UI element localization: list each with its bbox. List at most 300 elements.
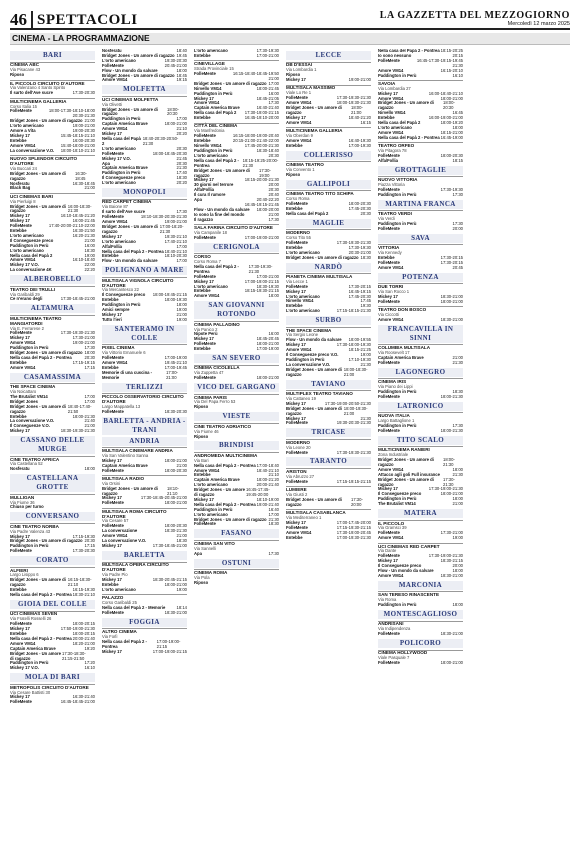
film-showtimes: 16:00-21:45 xyxy=(72,218,95,224)
film-title: Captain America Brave xyxy=(10,645,56,651)
film-title: Bridget Jones - Un amore di ragazzo xyxy=(10,203,66,214)
film-title: FolleMente xyxy=(286,239,308,245)
film-showtimes: 19:30 xyxy=(360,303,371,309)
cinema-address: Strada Provinciale 15 xyxy=(194,66,234,72)
film-title: FolleMente xyxy=(286,200,308,206)
cinema-name: MULTISALA MASSIMO xyxy=(286,85,371,92)
film-row xyxy=(10,549,95,554)
film-title: Paddington in Perù xyxy=(10,660,49,666)
film-title: La conversazione V.O. xyxy=(286,361,331,367)
film-showtimes: 20:00-21:40 xyxy=(256,482,279,488)
cinema-name: ANDRISANI xyxy=(378,621,463,628)
cinema-name: CINE TEATRO ADRIATICO xyxy=(194,423,279,430)
cinema-address: Via Buccari 24 xyxy=(10,165,37,171)
film-title: L'orto americano xyxy=(102,238,136,244)
city-heading: MOLA DI BARI xyxy=(10,673,95,682)
film-title: Captain America Brave xyxy=(378,355,424,360)
film-showtimes: 17:30 xyxy=(452,220,463,226)
cinema-name: MULTISALA RADIO xyxy=(102,475,187,482)
film-showtimes: 19:00-21:00 xyxy=(72,123,95,129)
film-showtimes: 17:00 xyxy=(84,398,95,404)
film-title: Amore VM14 xyxy=(378,95,404,101)
cinema-name: CINEMA TEATRO xyxy=(286,161,371,168)
issue-date: Mercoledì 12 marzo 2025 xyxy=(507,21,570,27)
cinema-address: Via Sannelli xyxy=(194,545,217,551)
film-showtimes: 16:20-21:30 xyxy=(72,232,95,238)
film-showtimes: 18:15-21:25 xyxy=(348,347,371,353)
masthead xyxy=(10,6,570,30)
film-title: FolleMente xyxy=(378,530,400,536)
film-showtimes: 19:00-21:40 xyxy=(256,501,279,507)
film-showtimes: 18:00-19:55 xyxy=(348,337,371,343)
cinema-name: CINEMA SAN VITO xyxy=(194,540,279,547)
film-title: Apa xyxy=(102,160,110,166)
film-showtimes: 18:00 xyxy=(84,466,95,472)
film-showtimes: 18:00-19:30-21:00 xyxy=(343,405,368,416)
city-heading: COLLERISSO xyxy=(286,151,371,160)
film-title: Bridget Jones - Un amore di ragazzo xyxy=(10,650,61,661)
film-row xyxy=(102,410,187,415)
film-showtimes: 18:00-18:10-21:10 xyxy=(60,147,95,153)
city-heading: MATERA xyxy=(378,509,463,518)
film-showtimes: 17:00-19:45 xyxy=(164,364,187,370)
film-showtimes: 16:00-19:00-21:00 xyxy=(428,115,463,121)
film-showtimes: 16:45-19:10-20:00 xyxy=(244,115,279,121)
film-showtimes: 18:15-21:00 xyxy=(440,129,463,135)
city-heading: CERIGNOLA xyxy=(194,243,279,252)
film-title: Captain America Brave xyxy=(102,462,148,468)
film-showtimes: 18:00-21:00 xyxy=(164,121,187,127)
film-title: Paddington in Perù xyxy=(194,90,233,96)
film-showtimes: 17:00 xyxy=(176,243,187,249)
cinema-name: CINEMA PARIS xyxy=(194,394,279,401)
cinema-address: Via Abruzzo 27 xyxy=(286,473,315,479)
cinema-name: MULTISALA CINEMARE ANDRIA xyxy=(102,447,187,454)
cinema-address: Corso Roma 7 xyxy=(194,259,221,264)
film-row xyxy=(102,181,187,186)
film-title: Amore VM14 xyxy=(194,100,220,106)
cinema-address: Via Dante xyxy=(378,548,397,554)
film-title: FolleMente xyxy=(102,62,124,68)
film-row xyxy=(194,236,279,241)
cinema-name: CINEMA ROMA xyxy=(194,569,279,576)
film-showtimes: 20:30 xyxy=(268,152,279,158)
film-title: Nella casa del Papà 2 - Pontrea xyxy=(102,248,164,254)
film-title: Nella casa del Papà 2 - Pontrea xyxy=(10,635,72,641)
film-showtimes: 20:15 xyxy=(452,52,463,58)
film-title: FolleMente xyxy=(378,393,400,399)
film-title: Bridget Jones - Un amore di ragazzo xyxy=(194,487,245,498)
film-showtimes: 20:20 xyxy=(176,180,187,186)
film-showtimes: 17:30-19:30 xyxy=(440,186,463,192)
film-title: Il Conseguenze preco xyxy=(102,292,146,298)
city-heading: POTENZA xyxy=(378,273,463,282)
film-showtimes: 17:30-18:45-20:45-21:00 xyxy=(140,495,187,501)
film-title: FolleMente xyxy=(10,108,32,114)
film-title: Mickey 17 xyxy=(10,218,30,224)
film-title: FolleMente xyxy=(194,273,216,279)
cinema-name: SAVOIA xyxy=(378,80,463,87)
film-showtimes: 17:30-19:00-21:30 xyxy=(428,486,463,492)
city-heading: TRICASE xyxy=(286,428,371,437)
film-title: Amici sempre xyxy=(102,307,130,313)
film-title: FolleMente xyxy=(194,71,216,77)
film-row xyxy=(194,54,279,59)
film-showtimes: 20:00-21:40 xyxy=(72,635,95,641)
film-showtimes: 16:00-18:40-21:10 xyxy=(428,90,463,96)
film-title: Captain America Brave xyxy=(102,165,148,171)
city-heading: SANTERAMO IN COLLE xyxy=(102,325,187,343)
film-showtimes: 17:30-20:00 xyxy=(350,496,363,507)
film-showtimes: 18:10-21:10 xyxy=(166,485,179,496)
film-showtimes: 17:30 xyxy=(452,191,463,197)
cinema-name: MULTIPLEX TEATRO TAVIANO xyxy=(286,390,371,397)
film-title: Alfa/Follia xyxy=(378,157,399,163)
film-showtimes: 17:30-20:30 xyxy=(72,548,95,554)
film-title: Mickey 17 xyxy=(102,233,122,239)
film-title: Nella casa del Papà 2 - Pontrea xyxy=(378,134,440,140)
film-showtimes: 20:00 xyxy=(452,563,463,569)
film-title: FolleMente xyxy=(102,214,124,220)
cinema-name: PIANETA CINEMA MULTISALA xyxy=(286,273,371,280)
film-showtimes: 18:00-20:30 xyxy=(440,152,463,158)
film-title: Amore VM14 xyxy=(378,129,404,135)
film-showtimes: 18:00-20:15 xyxy=(72,621,95,627)
city-heading: BARI xyxy=(10,51,95,60)
film-row xyxy=(378,395,463,400)
city-heading: LATRONICO xyxy=(378,402,463,411)
film-showtimes: 21:00 xyxy=(84,237,95,243)
film-row xyxy=(10,91,95,96)
film-showtimes: 17:30 xyxy=(452,423,463,429)
cinema-name: MULLIGAN xyxy=(10,494,95,501)
cinema-name: CINEMA PALLADINO xyxy=(194,321,279,328)
film-showtimes: 18:00-21:00 xyxy=(256,375,279,381)
film-showtimes: 17:30-19:30-21:30 xyxy=(336,449,371,455)
film-showtimes: 21:00 xyxy=(452,501,463,507)
film-title: FolleMente xyxy=(10,223,32,229)
film-row xyxy=(102,78,187,83)
film-row xyxy=(378,502,463,507)
film-title: Mickey 17 xyxy=(102,131,122,137)
film-title: Amore VM14 xyxy=(286,347,312,353)
film-showtimes: 21:00 xyxy=(268,211,279,217)
listings-columns xyxy=(10,49,570,849)
film-showtimes: 20:30-21:30 xyxy=(72,113,95,119)
city-heading: FOGGIA xyxy=(102,618,187,627)
city-heading: MOLFETTA xyxy=(102,85,187,94)
film-showtimes: 16:00 xyxy=(84,242,95,248)
film-showtimes: 19:45 xyxy=(176,52,187,58)
film-showtimes: 18:30 xyxy=(268,521,279,527)
city-heading: CONVERSANO xyxy=(10,512,95,521)
film-row xyxy=(286,421,371,426)
film-showtimes: 20:40 xyxy=(268,192,279,198)
film-showtimes: 21:10 xyxy=(176,126,187,132)
film-showtimes: 18:00-21:00 xyxy=(164,457,187,463)
cinema-name: CITTÀ DEL CINEMA xyxy=(194,123,279,130)
film-row xyxy=(378,536,463,541)
film-showtimes: 18:30-21:00 xyxy=(440,631,463,637)
cinema-name: NUOVO SPLENDOR CIRCUITO D'AUTORE xyxy=(10,155,95,167)
film-row xyxy=(378,429,463,434)
film-title: Bridget Jones - Un amore di ragazzo xyxy=(10,403,66,414)
film-row xyxy=(378,661,463,666)
film-title: FolleMente xyxy=(286,95,308,101)
film-showtimes: 21:30 xyxy=(452,62,463,68)
film-showtimes: 17:30-19:30 xyxy=(348,244,371,250)
film-showtimes: 18:00-20:15 xyxy=(72,631,95,637)
film-showtimes: 19:00 xyxy=(360,352,371,358)
cinema-name: UCI CINEMAS RED CARPET xyxy=(378,543,463,550)
film-showtimes: 19:00-21:00 xyxy=(348,77,371,83)
film-title: FolleMente xyxy=(102,467,124,473)
film-showtimes: 18:00-21:20 xyxy=(256,477,279,483)
film-showtimes: 18:00-21:00 xyxy=(350,105,363,115)
film-title: FolleMente xyxy=(378,660,400,666)
film-title: La conversazione xyxy=(102,528,138,534)
film-row xyxy=(378,603,463,608)
cinema-name: MULTISALA ROMA CIRCUITO D'AUTORE xyxy=(102,508,187,520)
film-showtimes: 18:10-18:30-20:30-21:30 xyxy=(140,214,187,220)
film-row xyxy=(10,366,95,371)
listing-column xyxy=(102,49,187,849)
film-showtimes: 17:30-20:15 xyxy=(440,259,463,265)
city-heading: BRINDISI xyxy=(194,441,279,450)
film-showtimes: 18:00 xyxy=(84,350,95,356)
film-title: Apa xyxy=(194,197,202,203)
film-title: Nipote Perù xyxy=(194,331,218,337)
film-title: Amore VM14 xyxy=(102,219,128,225)
film-showtimes: 21:00 xyxy=(84,423,95,429)
film-showtimes: 21:00 xyxy=(84,118,95,124)
film-showtimes: 18:15-20:00-21:30 xyxy=(244,177,279,183)
film-title: Mickey 17 xyxy=(10,132,30,138)
film-showtimes: 18:00-21:00 xyxy=(164,581,187,587)
cinema-name: MULTICINEMA TEATRO MANGIATORDI xyxy=(10,315,95,327)
cinema-address: Via Pisacane 43 xyxy=(10,67,41,73)
film-row xyxy=(286,480,371,485)
film-title: Mickey 17 V.O. xyxy=(10,665,39,671)
film-title: Nirvello VM14 xyxy=(378,110,406,116)
film-showtimes: 17:30-20:15 xyxy=(348,283,371,289)
film-title: Il Conseguenze V.O. xyxy=(10,423,50,429)
cinema-name: MULTICINEMA GALLERIA xyxy=(286,127,371,134)
city-heading: POLICORO xyxy=(378,639,463,648)
film-title: Paddington in Perù xyxy=(10,345,49,351)
film-row xyxy=(378,300,463,305)
film-title: L'orto americano xyxy=(378,124,412,130)
film-showtimes: 16:15-18:00-19:00-20:40 xyxy=(232,133,279,139)
film-title: Paddington in Perù xyxy=(378,423,417,429)
film-showtimes: 17:30-20:30 xyxy=(72,90,95,96)
film-title: Mickey 17 xyxy=(286,288,306,294)
film-showtimes: 17:30-21:00 xyxy=(440,530,463,536)
film-showtimes: 17:45-20:30 xyxy=(348,205,371,211)
film-title: Nella casa del Papà 2 - Pontrea xyxy=(102,638,147,649)
film-showtimes: 21:00 xyxy=(268,75,279,81)
cinema-address: Via Campanile 18 xyxy=(194,229,227,235)
city-heading: ANDRIA xyxy=(102,437,187,446)
film-showtimes: 18:45-21:05 xyxy=(256,95,279,101)
city-heading: FASANO xyxy=(194,529,279,538)
film-row xyxy=(102,611,187,616)
cinema-address: Via Noicattaro xyxy=(10,388,37,394)
film-title: FolleMente xyxy=(194,341,216,347)
film-showtimes: 16:10-18:45-21:20 xyxy=(60,213,95,219)
film-title: Paddington in Perù xyxy=(378,602,417,608)
film-showtimes: 17:00-19:00 xyxy=(164,354,187,360)
cinema-address: Via Sergio Leone xyxy=(286,332,319,338)
film-row xyxy=(194,294,279,299)
film-title: Nella casa del Papà 2 - Pontrea xyxy=(194,263,239,274)
film-title: Amore VM14 xyxy=(10,364,36,370)
city-heading: VIESTE xyxy=(194,412,279,421)
film-title: Captain America Brave xyxy=(194,477,240,483)
film-showtimes: 16:00 xyxy=(268,331,279,337)
film-title: Bridget Jones - Un amore di ragazzo xyxy=(102,223,158,234)
film-title: L'orto americano xyxy=(286,308,320,314)
film-showtimes: 18:40-17:40-21:50 xyxy=(67,403,92,414)
cinema-address: Via Padre Valenza 43 xyxy=(10,528,51,534)
cinema-name: CINEMA IRIS xyxy=(378,378,463,385)
film-title: Entebbe xyxy=(10,587,27,593)
city-heading: MONTESCAGLIOSO xyxy=(378,610,463,619)
film-showtimes: 16:40-21:40 xyxy=(256,105,279,111)
film-title: Mickey 17 xyxy=(10,213,30,219)
film-showtimes: 19:00-20:30 xyxy=(72,128,95,134)
city-heading: LECCE xyxy=(286,51,371,60)
film-showtimes: 18:00-19:45-21:15 xyxy=(152,292,187,298)
film-showtimes: 18:30-19:30-21:30 xyxy=(60,428,95,434)
film-row xyxy=(102,469,187,474)
film-showtimes: 18:00-19:30-21:30 xyxy=(336,100,371,106)
film-row xyxy=(10,73,95,78)
film-title: FolleMente xyxy=(102,408,124,414)
film-title: Paddington in Perù xyxy=(10,242,49,248)
film-title: FolleMente xyxy=(194,133,216,139)
film-row xyxy=(378,574,463,579)
film-title: FolleMente xyxy=(102,500,124,506)
film-row xyxy=(10,429,95,434)
film-row xyxy=(286,368,371,378)
film-title: Paddington in Perù xyxy=(194,148,233,153)
film-showtimes: 18:15-19:30-21:15 xyxy=(244,288,279,294)
film-title: FolleMente xyxy=(194,521,216,527)
film-title: FolleMente xyxy=(378,259,400,265)
film-title: Riposo xyxy=(286,72,301,78)
cinema-address: Via Panico 2 xyxy=(194,326,218,332)
film-showtimes: 17:30-18:45-21:00 xyxy=(152,543,187,548)
film-showtimes: 17:00-19:00-21:00 xyxy=(244,234,279,240)
film-showtimes: 17:30-18:30-21:15-21:50 xyxy=(61,650,86,661)
film-row xyxy=(286,256,371,261)
film-row xyxy=(194,405,279,410)
film-showtimes: 20:40-22:20 xyxy=(256,197,279,203)
film-title: FolleMente xyxy=(10,621,32,627)
film-showtimes: 20:15-21:00-21:40-22:00 xyxy=(232,138,279,144)
film-title: Ce n'erano degli xyxy=(10,296,43,302)
film-showtimes: 19:00 xyxy=(176,307,187,313)
film-showtimes: 21:00 xyxy=(452,355,463,360)
cinema-name: NUOVA ITALIA xyxy=(378,412,463,419)
film-showtimes: 18:30-21:00 xyxy=(164,609,187,615)
film-title: Mickey 17 xyxy=(286,519,306,525)
film-row xyxy=(194,116,279,121)
city-heading: SURBO xyxy=(286,316,371,325)
cinema-name: TEATRO ORFEO xyxy=(378,142,463,149)
film-row xyxy=(10,186,95,191)
cinema-name: CINE TEATRO AFRICA xyxy=(10,456,95,463)
film-title: Entebbe xyxy=(102,581,119,587)
film-title: Nella casa del Papà 2 - Pontrea xyxy=(194,501,256,507)
film-title: Bridget Jones - Un amore di ragazzo xyxy=(378,476,434,487)
film-showtimes: 17:00-19:30 xyxy=(348,142,371,148)
film-title: Nella casa del Papà 2 - Pontrea xyxy=(378,49,440,53)
film-title: Riposo xyxy=(194,404,209,410)
film-showtimes: 17:00 xyxy=(176,258,187,264)
film-title: Nosferatu xyxy=(102,49,122,53)
film-showtimes: 17:30 xyxy=(268,100,279,106)
film-showtimes: 17:50-19:00-21:30 xyxy=(60,626,95,632)
cinema-address: Via Pierluigi 8 xyxy=(10,198,36,204)
film-showtimes: 16:15-18:30-21:10 xyxy=(67,577,92,588)
film-title: L'orto americano xyxy=(194,283,228,289)
film-showtimes: 18:00-21:00 xyxy=(440,491,463,497)
film-showtimes: 17:30-21:00 xyxy=(72,335,95,341)
film-title: Bridget Jones - Un amore di ragazzo xyxy=(102,52,175,58)
film-title: Bridget Jones - Un amore di ragazzo xyxy=(10,170,66,181)
cinema-name: NUOVO VITTORIA xyxy=(378,176,463,183)
city-heading: TITO SCALO xyxy=(378,436,463,445)
film-showtimes: 22:20 xyxy=(84,267,95,273)
cinema-address: Via Olivetti xyxy=(102,101,122,107)
city-heading: BARLETTA xyxy=(102,551,187,560)
film-row xyxy=(378,361,463,366)
film-showtimes: 18:15 xyxy=(452,157,463,163)
film-title: Amore VM14 xyxy=(10,640,36,646)
cinema-address: Via Orsini xyxy=(102,480,121,486)
cinema-address: Largo Mappatella 13 xyxy=(102,403,141,409)
film-showtimes: 18:30-21:30 xyxy=(164,528,187,534)
film-title: Mickey 17 xyxy=(10,694,30,700)
film-title: Nella casa del Papà 2 xyxy=(378,120,421,126)
cinema-name: CINEVILLAGE xyxy=(194,60,279,67)
cinema-address: Via Fiume 36 xyxy=(10,499,35,505)
film-showtimes: 18:00-20:30 xyxy=(442,100,455,111)
film-showtimes: 20:20 xyxy=(176,131,187,137)
film-title: La conversazione V.O. xyxy=(10,418,55,424)
film-row xyxy=(378,193,463,198)
film-title: Nella casa del Papà 2 xyxy=(102,135,141,146)
film-showtimes: 17:40 xyxy=(176,170,187,176)
film-showtimes: 18:30-21:15 xyxy=(440,558,463,564)
film-showtimes: 16:15-19:30 xyxy=(72,587,95,593)
film-title: Paddington in Perù xyxy=(286,357,325,362)
film-showtimes: 16:10 xyxy=(84,665,95,671)
film-showtimes: 19:00-21:00 xyxy=(72,340,95,346)
film-showtimes: 17:00 xyxy=(176,116,187,122)
film-showtimes: 18:30-21:10 xyxy=(72,592,95,598)
film-title: Il ragazzo xyxy=(194,216,214,222)
film-showtimes: 21:40 xyxy=(84,418,95,424)
film-row xyxy=(194,72,279,77)
film-showtimes: 18:15-20:25 xyxy=(440,49,463,53)
film-showtimes: 18:45 xyxy=(176,72,187,78)
film-title: Nirvello VM14 xyxy=(194,143,222,149)
film-showtimes: 18:30 xyxy=(176,538,187,544)
film-title: Amore VM14 xyxy=(378,535,404,541)
